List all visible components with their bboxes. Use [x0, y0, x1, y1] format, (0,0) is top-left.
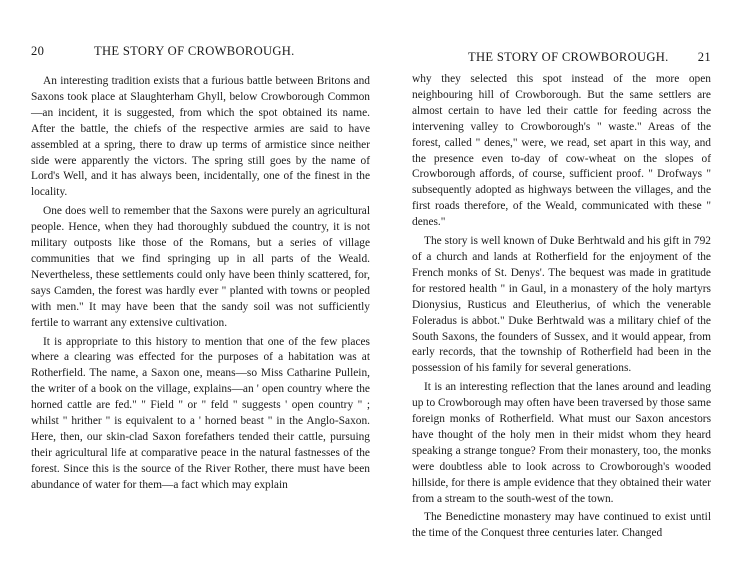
paragraph: An interesting tradition exists that a furious battle between Britons and Saxons took place at Slaughterham Ghyll, below Crowborough Common—an incident, it is suggested, from which the spot obtained its name. After the battle, the chiefs of the respective armies are said to have assembled at a spring, there to draw up terms of armistice since neither side were apparently the victors. The spring still goes by the name of Lord's Well, and it has always been, incidentally, one of the finest in the locality. [31, 75, 370, 199]
left-running-title: THE STORY OF CROWBOROUGH. [94, 44, 295, 58]
paragraph: It is an interesting reflection that the lanes around and leading up to Crowborough may often have been traversed by those same foreign monks of Rotherfield. What must our Saxon ancestors have thought of the holy men in their midst whom they heard speaking a strange tongue? From their monastery, too, the monks were doubtless able to look across to Crowborough's wooded hillside, for there is ample evidence that they obtained their water from a stream to the south-west of the town. [412, 381, 711, 505]
left-page-number: 20 [31, 44, 45, 58]
paragraph: The story is well known of Duke Berhtwald and his gift in 792 of a church and lands at Rotherfield for the enjoyment of the French monks of St. Denys'. The bequest was made in gratitude for restored health " in Gaul, in a monastery of the holy martyrs Dionysius, Rusticus and Eleutherius, of which the venerable Foleradus is abbot." Duke Berhtwald was a military chief of the South Saxons, the founders of Sussex, and it would appear, from early records, that the township of Rotherfield had been in the possession of his family for several generations. [412, 235, 711, 375]
right-running-title: THE STORY OF CROWBOROUGH. [468, 50, 669, 64]
right-running-head [412, 50, 711, 64]
right-page-number: 21 [697, 50, 711, 64]
paragraph: why they selected this spot instead of the more open neighbouring hill of Crowborough. But the same settlers are almost certain to have led their cattle for feeding across the intervening valley to Crowborough's " waste." Areas of the forest, called " denes," were, we read, set apart in this way, and the presence even to-day of cow-wheat on the slopes of Crowborough affords, of course, sufficient proof. " Drofways " subsequently adopted as highways between the villages, and the first roads therefore, of the Weald, communicated with these " denes." [412, 73, 711, 229]
left-body-text [31, 74, 370, 497]
paragraph: It is appropriate to this history to mention that one of the few places where a clearing was effected for the purposes of a habitation was at Rotherfield. The name, a Saxon one, means—so Miss Catharine Pullein, the writer of a book on the village, explains—an ' open country where the horned cattle are fed." " Field " or " feld " suggests ' open country " ; whilst " hrither " is equivalent to a ' horned beast " in the Anglo-Saxon. Here, then, our skin-clad Saxon forefathers tended their cattle, pursuing their agricultural life at comparative peace in the natural fastnesses of the forest. Since this is the source of the River Rother, there must have been abundance of water for them—a fact which may explain [31, 335, 370, 491]
paragraph: The Benedictine monastery may have continued to exist until the time of the Conquest three centuries later. Changed [412, 511, 711, 540]
right-body-text [412, 72, 711, 545]
left-running-head [31, 44, 370, 58]
paragraph: One does well to remember that the Saxons were purely an agricultural people. Hence, when they had thoroughly subdued the country, it is not military outposts like those of the Romans, but a series of village communities that we find springing up in all parts of the Weald. Nevertheless, these settlements could only have been thinly scattered, for, says Camden, the forest was hardly ever " planted with towns or peopled with men." It may have been that the sandy soil was not sufficiently fertile to warrant any extensive cultivation. [31, 205, 370, 329]
